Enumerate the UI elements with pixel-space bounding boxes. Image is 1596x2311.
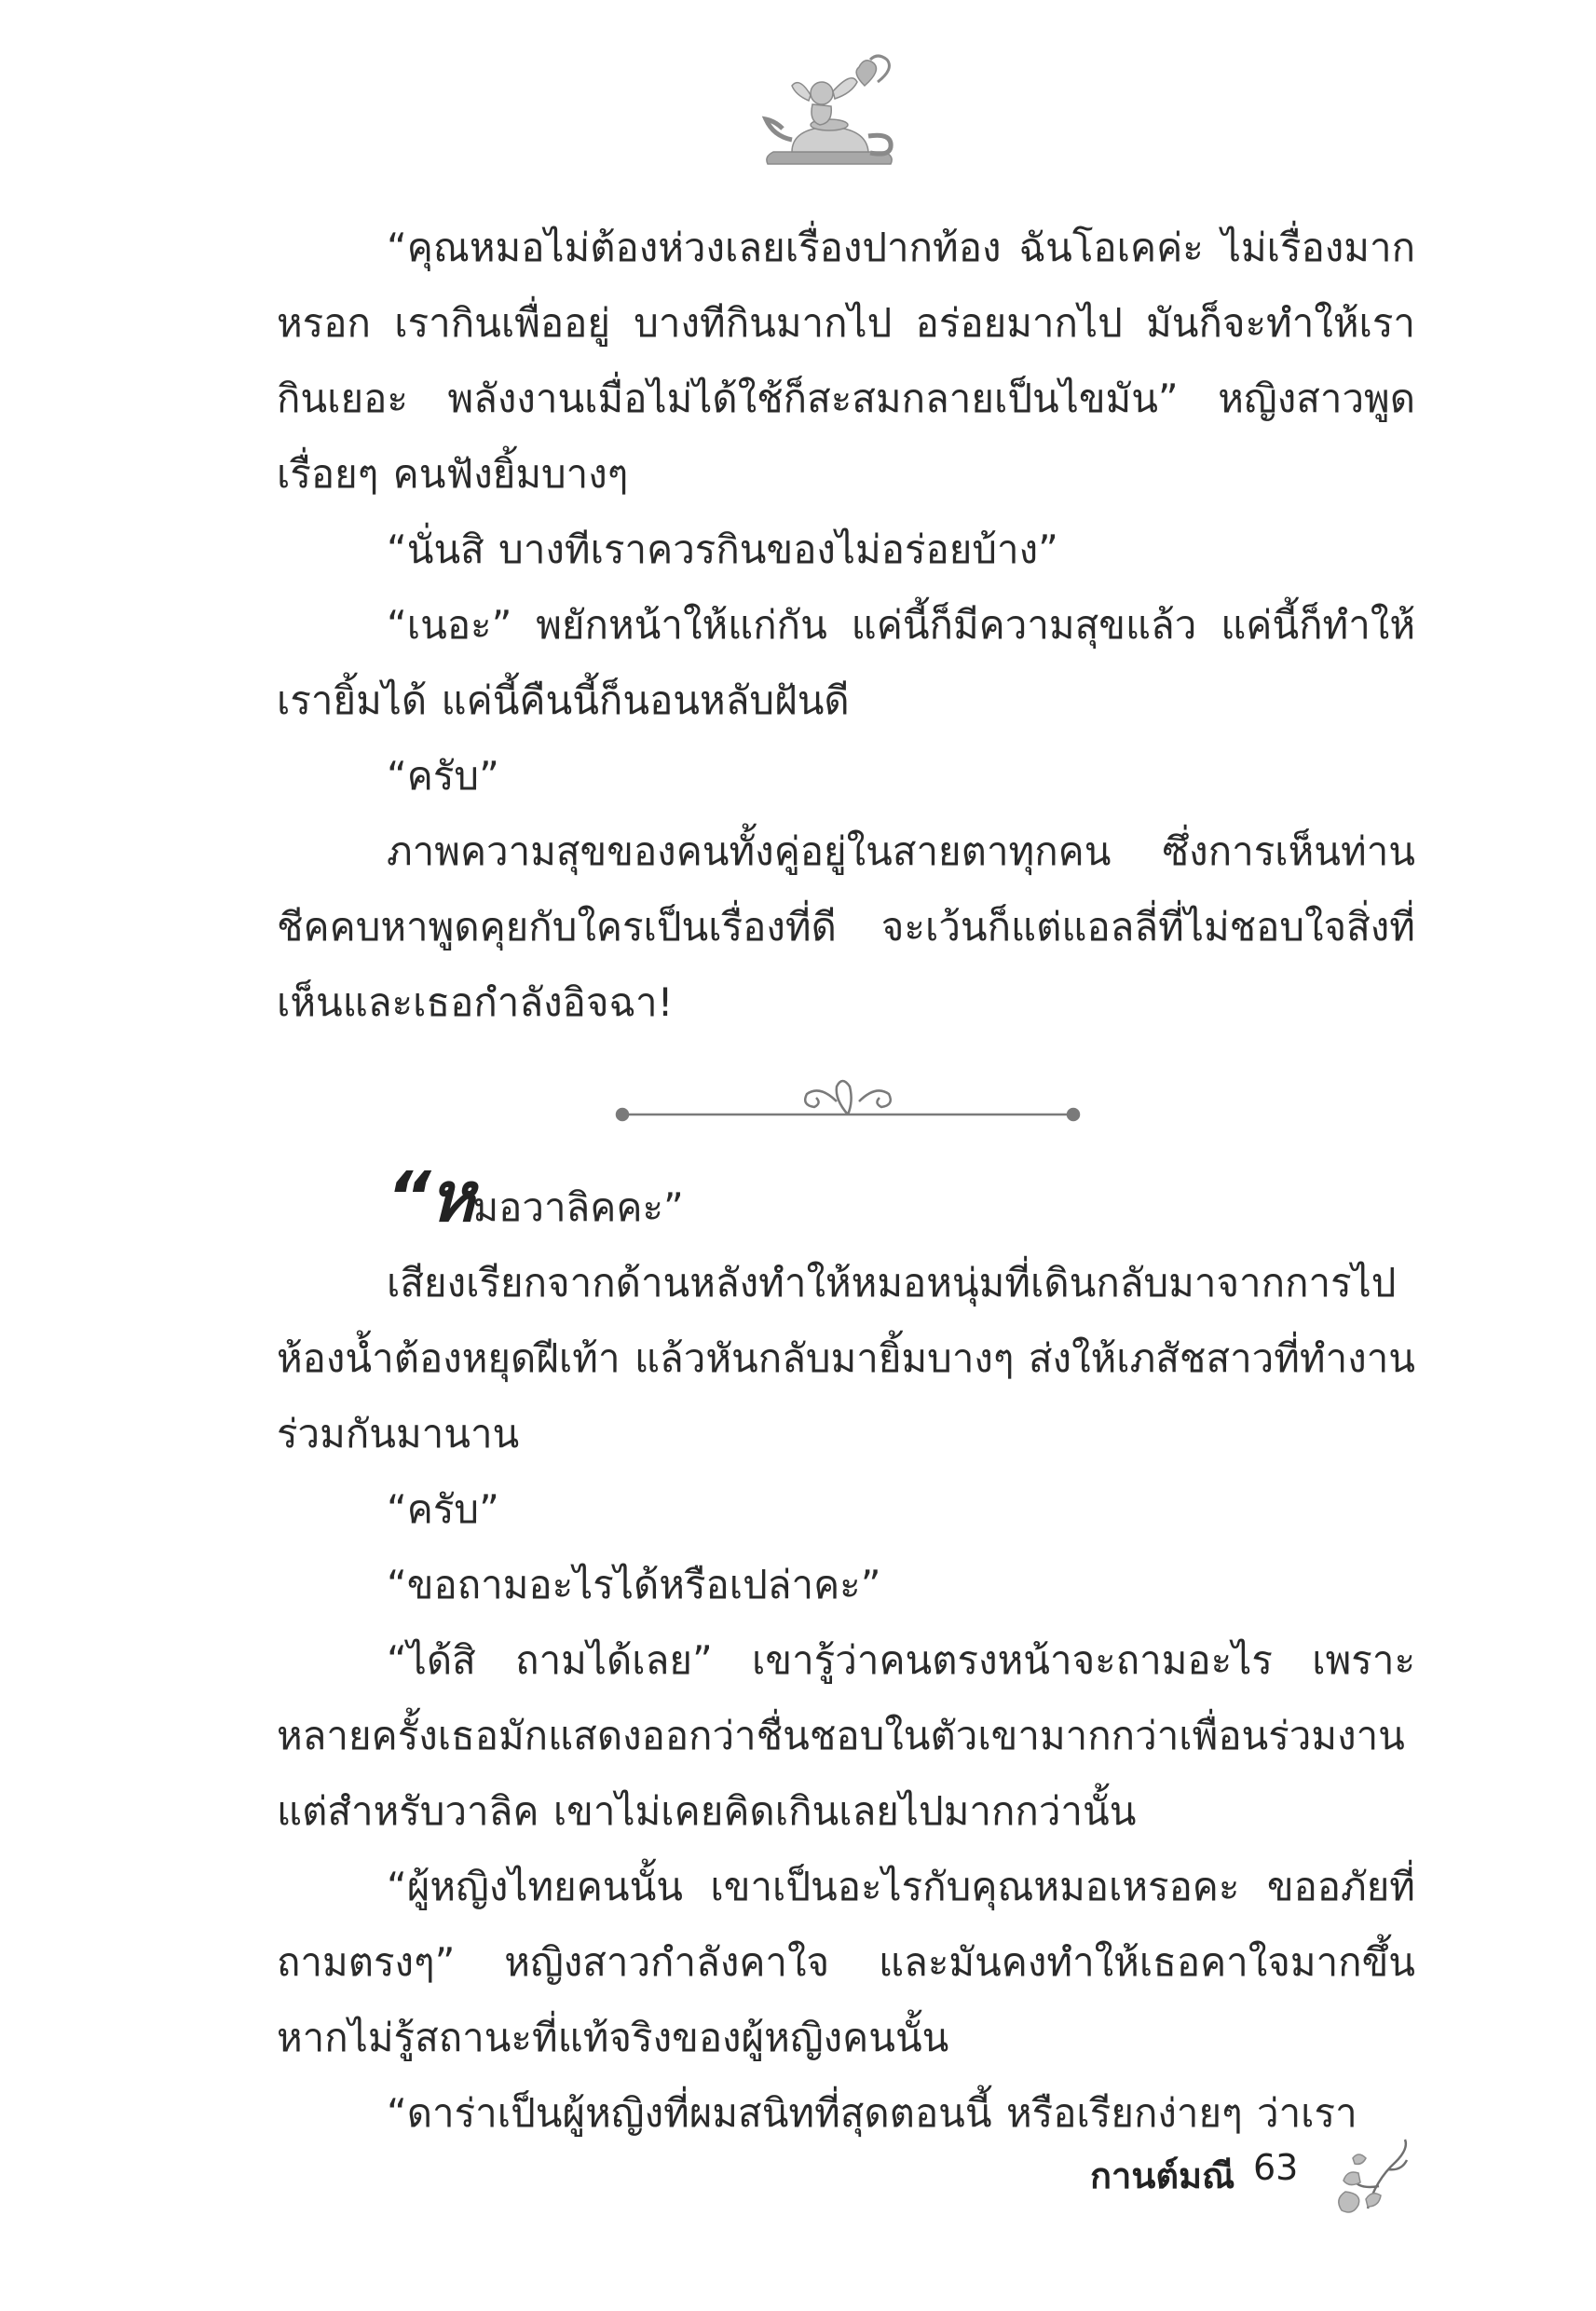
paragraph: “ขอถามอะไรได้หรือเปล่าคะ” [387, 1562, 881, 1607]
drop-cap: “ห [387, 1157, 473, 1238]
opening-text: มอวาลิคคะ” [472, 1184, 684, 1230]
scene-divider-ornament-icon [615, 1072, 1081, 1137]
floral-ornament-icon [1330, 2134, 1424, 2218]
paragraph: “คุณหมอไม่ต้องห่วงเลยเรื่องปากท้อง ฉันโอเคค่ะ ไม่เรื่องมากหรอก เรากินเพื่ออยู่ บางทีกินมากไป อร่อยมากไป มันก็จะทำให้เรากินเยอะ พลังงานเมื่อไม่ได้ใช้ก็สะสมกลายเป็นไขมัน” หญิงสาวพูดเรื่อยๆ คนฟังยิ้มบางๆ [277, 225, 1415, 497]
cupid-teapot-ornament-icon [755, 54, 904, 180]
paragraph: ภาพความสุขของคนทั้งคู่อยู่ในสายตาทุกคน ซึ่งการเห็นท่านชีคคบหาพูดคุยกับใครเป็นเรื่องที่ดี จะเว้นก็แต่แอลลี่ที่ไม่ชอบใจสิ่งที่เห็นและเธอกำลังอิจฉา! [277, 828, 1415, 1025]
paragraph: “ครับ” [387, 753, 499, 799]
paragraph: เสียงเรียกจากด้านหลังทำให้หมอหนุ่มที่เดินกลับมาจากการไปห้องน้ำต้องหยุดฝีเท้า แล้วหันกลับมายิ้มบางๆ ส่งให้เภสัชสาวที่ทำงานร่วมกันมานาน [277, 1260, 1415, 1456]
section-1 [277, 210, 1415, 1040]
page-number: 63 [1253, 2147, 1299, 2188]
paragraph: “นั่นสิ บางทีเราควรกินของไม่อร่อยบ้าง” [387, 526, 1058, 572]
section-2 [277, 1157, 1415, 2151]
paragraph: “เนอะ” พยักหน้าให้แก่กัน แค่นี้ก็มีความสุขแล้ว แค่นี้ก็ทำให้เรายิ้มได้ แค่นี้คืนนี้ก็นอนหลับฝันดี [277, 602, 1415, 723]
paragraph: “ครับ” [387, 1486, 499, 1532]
book-title: กานต์มณี [1090, 2155, 1235, 2196]
page-footer [1090, 2134, 1444, 2218]
paragraph: “ผู้หญิงไทยคนนั้น เขาเป็นอะไรกับคุณหมอเหรอคะ ขออภัยที่ถามตรงๆ” หญิงสาวกำลังคาใจ และมันคงทำให้เธอคาใจมากขึ้นหากไม่รู้สถานะที่แท้จริงของผู้หญิงคนนั้น [277, 1864, 1415, 2060]
paragraph: “ดาร่าเป็นผู้หญิงที่ผมสนิทที่สุดตอนนี้ หรือเรียกง่ายๆ ว่าเรา [387, 2090, 1357, 2136]
paragraph: “ได้สิ ถามได้เลย” เขารู้ว่าคนตรงหน้าจะถามอะไร เพราะหลายครั้งเธอมักแสดงออกว่าชื่นชอบในตัวเขามากกว่าเพื่อนร่วมงาน แต่สำหรับวาลิค เขาไม่เคยคิดเกินเลยไปมากกว่านั้น [277, 1637, 1415, 1834]
opening-line [277, 1157, 1415, 1245]
